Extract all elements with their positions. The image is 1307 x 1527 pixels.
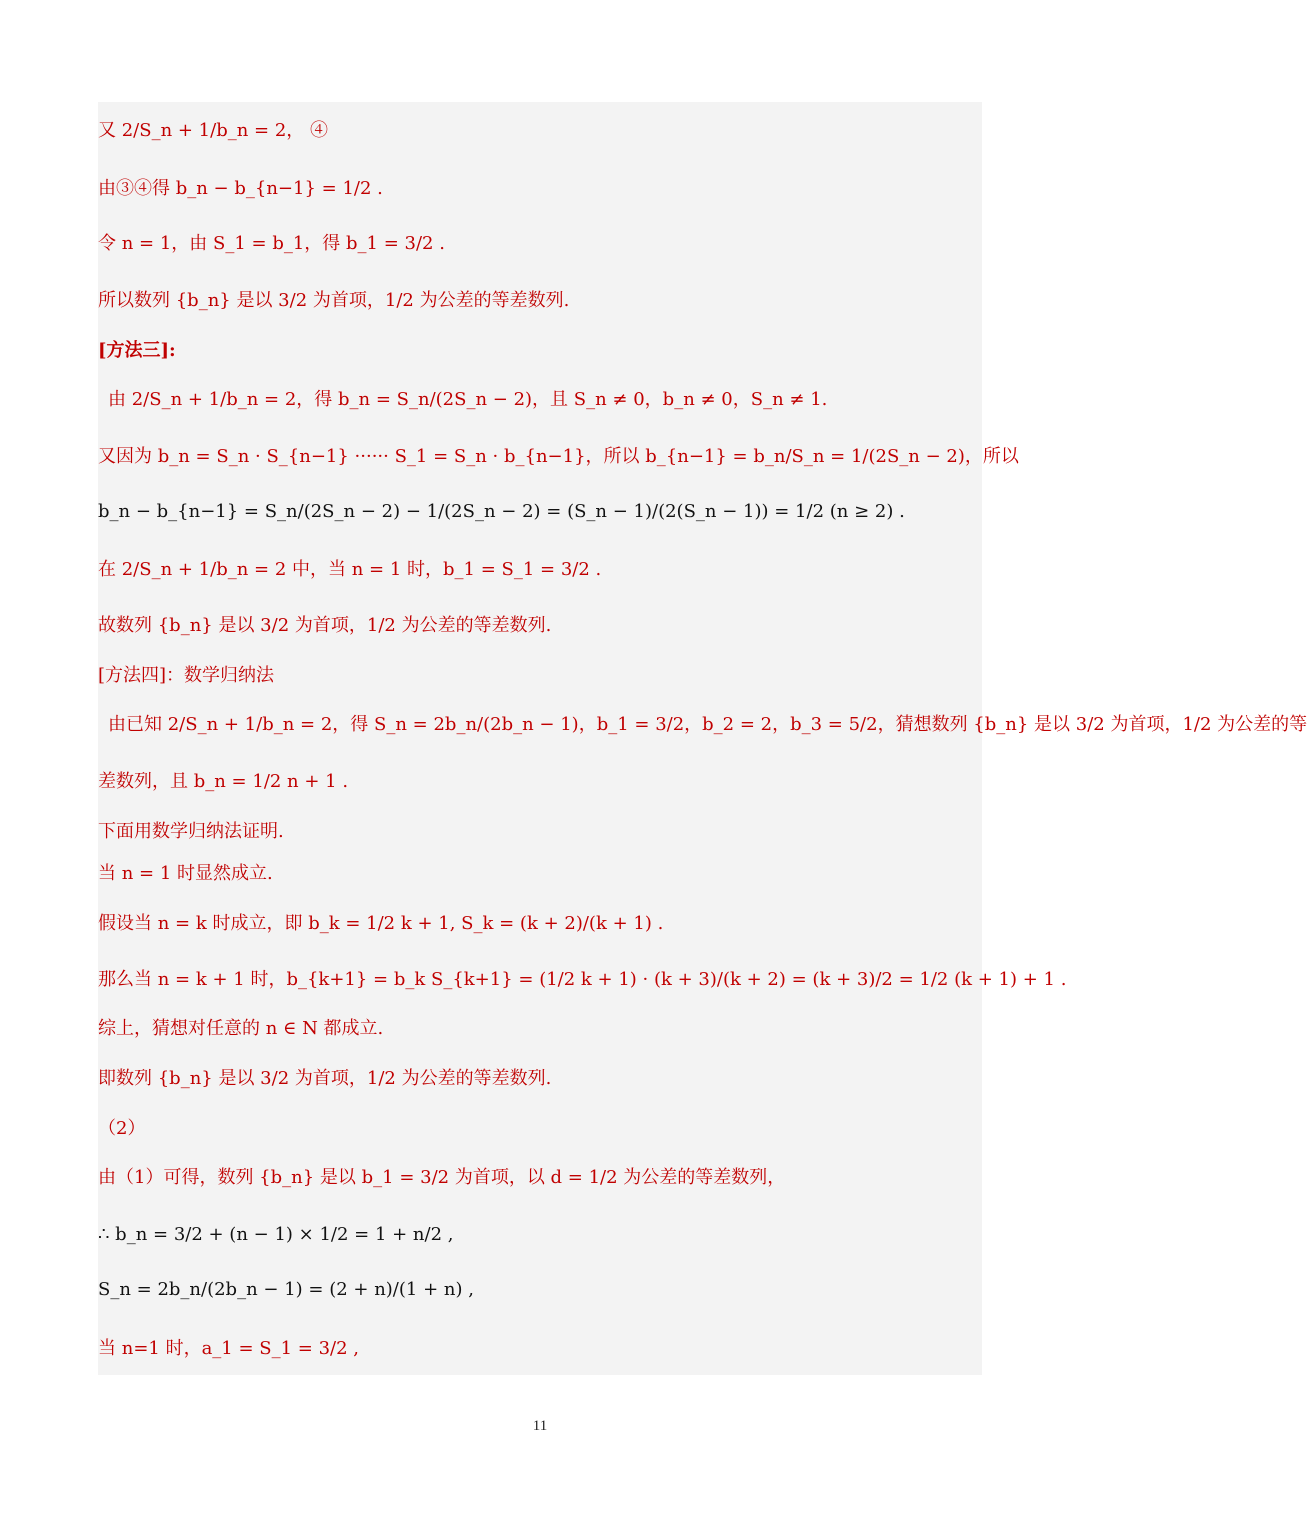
formula-line: b_n − b_{n−1} = S_n/(2S_n − 2) − 1/(2S_n − 2) = (S_n − 1)/(2(S_n − 1)) = 1/2 (n ≥ 2) . xyxy=(98,501,905,522)
section-heading: [方法三]: xyxy=(98,340,176,361)
text-line: 令 n = 1，由 S_1 = b_1，得 b_1 = 3/2 . xyxy=(98,233,445,254)
text-line: 即数列 {b_n} 是以 3/2 为首项，1/2 为公差的等差数列. xyxy=(98,1068,552,1089)
text-line: 下面用数学归纳法证明. xyxy=(98,821,284,842)
text-line: 由已知 2/S_n + 1/b_n = 2，得 S_n = 2b_n/(2b_n − 1)，b_1 = 3/2，b_2 = 2，b_3 = 5/2，猜想数列 {b_n} 是以 3/2 为首项，1/2 为公差的等 xyxy=(108,714,1307,735)
text-line: 综上，猜想对任意的 n ∈ N 都成立. xyxy=(98,1018,384,1039)
text-line: 由 2/S_n + 1/b_n = 2，得 b_n = S_n/(2S_n − 2)，且 S_n ≠ 0，b_n ≠ 0，S_n ≠ 1. xyxy=(108,389,828,410)
page-number: 11 xyxy=(532,1418,548,1434)
part-label: （2） xyxy=(98,1118,146,1139)
text-line: 又 2/S_n + 1/b_n = 2， ④ xyxy=(98,120,329,141)
formula-line: S_n = 2b_n/(2b_n − 1) = (2 + n)/(1 + n) , xyxy=(98,1279,474,1300)
text-line: 由③④得 b_n − b_{n−1} = 1/2 . xyxy=(98,178,383,199)
text-line: 在 2/S_n + 1/b_n = 2 中，当 n = 1 时，b_1 = S_1 = 3/2 . xyxy=(98,559,602,580)
text-line: 由（1）可得，数列 {b_n} 是以 b_1 = 3/2 为首项，以 d = 1/2 为公差的等差数列， xyxy=(98,1167,786,1188)
section-heading: [方法四]：数学归纳法 xyxy=(98,665,275,686)
text-line: 所以数列 {b_n} 是以 3/2 为首项，1/2 为公差的等差数列. xyxy=(98,290,570,311)
text-line: 当 n=1 时，a_1 = S_1 = 3/2 , xyxy=(98,1338,359,1359)
text-line: 那么当 n = k + 1 时，b_{k+1} = b_k S_{k+1} = (1/2 k + 1) · (k + 3)/(k + 2) = (k + 3)/2 = 1/2 (k + 1) + 1 . xyxy=(98,969,1067,990)
text-line: 差数列，且 b_n = 1/2 n + 1 . xyxy=(98,771,349,792)
text-line: 又因为 b_n = S_n · S_{n−1} ······ S_1 = S_n · b_{n−1}，所以 b_{n−1} = b_n/S_n = 1/(2S_n − 2)，所以 xyxy=(98,446,1019,467)
text-line: 假设当 n = k 时成立，即 b_k = 1/2 k + 1, S_k = (k + 2)/(k + 1) . xyxy=(98,913,664,934)
formula-line: ∴ b_n = 3/2 + (n − 1) × 1/2 = 1 + n/2 , xyxy=(98,1224,454,1245)
text-line: 当 n = 1 时显然成立. xyxy=(98,863,273,884)
text-line: 故数列 {b_n} 是以 3/2 为首项，1/2 为公差的等差数列. xyxy=(98,615,552,636)
